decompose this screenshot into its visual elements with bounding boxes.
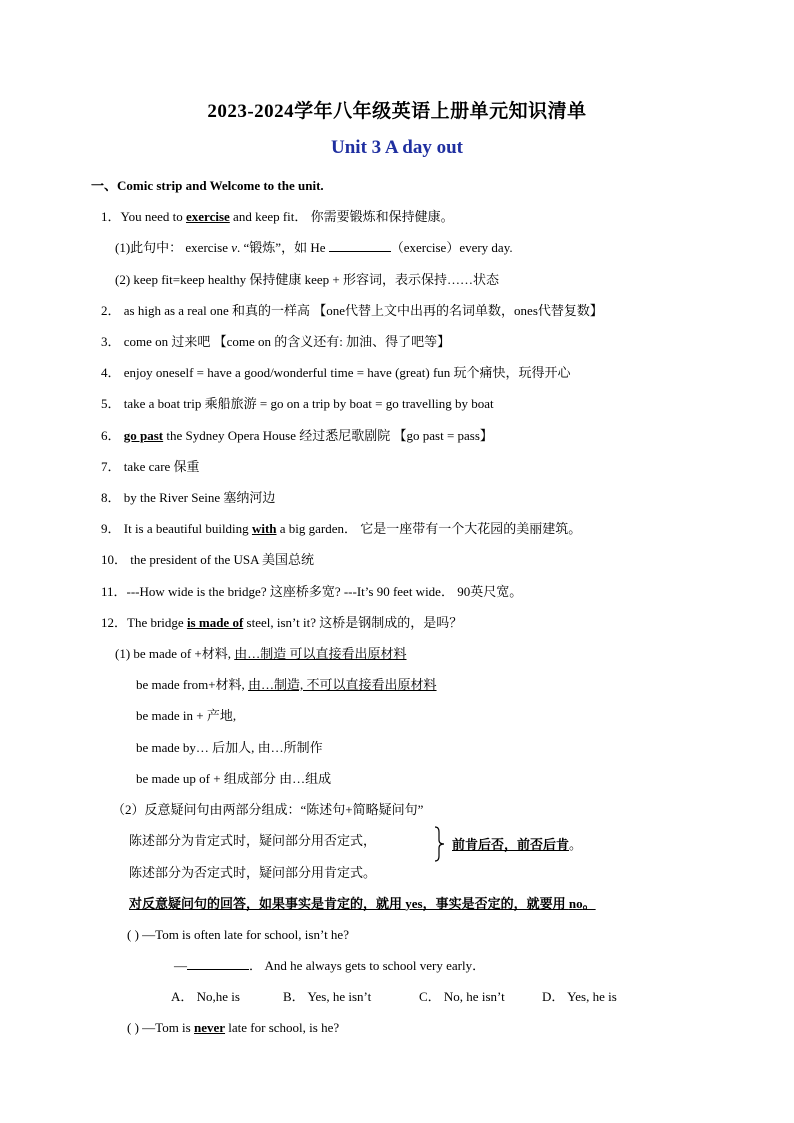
answer-blank[interactable] xyxy=(329,239,391,252)
item-8: 8． by the River Seine 塞纳河边 xyxy=(101,490,276,505)
item-text: 。 xyxy=(569,837,583,852)
question-2 xyxy=(127,1019,339,1037)
item-1 xyxy=(101,208,454,226)
key-phrase: exercise xyxy=(186,209,230,224)
question-1: ( ) —Tom is often late for school, isn’t he? xyxy=(127,927,349,942)
item-4: 4． enjoy oneself = have a good/wonderful time = have (great) fun 玩个痛快，玩得开心 xyxy=(101,365,571,380)
option-c[interactable]: C． No, he isn’t xyxy=(419,989,505,1004)
item-1-note-2: (2) keep fit=keep healthy 保持健康 keep + 形容词，表示保持……状态 xyxy=(115,272,500,287)
item-text: ，事实是否定的，就要用 xyxy=(422,896,569,911)
brace-icon xyxy=(432,826,446,862)
section-heading: 一、Comic strip and Welcome to the unit. xyxy=(91,178,324,193)
tag-rule-summary xyxy=(452,836,582,854)
item-text: 9． It is a beautiful building xyxy=(101,521,252,536)
item-note: 由…制造 可以直接看出原材料 xyxy=(234,646,407,661)
item-12 xyxy=(101,614,462,632)
item-text: the Sydney Opera House 经过悉尼歌剧院 【go past = pass】 xyxy=(163,428,493,443)
item-text: late for school, is he? xyxy=(225,1020,340,1035)
item-text: (1)此句中： exercise xyxy=(115,240,232,255)
item-12-made-from xyxy=(136,676,437,694)
question-1-response xyxy=(174,957,485,975)
option-d[interactable]: D． Yes, he is xyxy=(542,989,617,1004)
item-6 xyxy=(101,427,493,445)
item-text: 1．You need to xyxy=(101,209,186,224)
item-text: 对反意疑问句的回答，如果事实是肯定的，就用 xyxy=(129,896,406,911)
tag-answer-rule xyxy=(129,895,596,913)
item-7: 7． take care 保重 xyxy=(101,459,200,474)
item-text: a big garden． 它是一座带有一个大花园的美丽建筑。 xyxy=(276,521,582,536)
item-5: 5． take a boat trip 乘船旅游 = go on a trip by boat = go travelling by boat xyxy=(101,396,494,411)
item-text: . “锻炼”，如 He xyxy=(237,240,329,255)
item-text: （exercise）every day. xyxy=(390,240,513,255)
item-12-made-of xyxy=(115,645,407,663)
item-text: be made from+材料, xyxy=(136,677,249,692)
answer-blank[interactable] xyxy=(187,957,249,970)
option-b[interactable]: B． Yes, he isn’t xyxy=(283,989,372,1004)
item-text: ( ) —Tom is xyxy=(127,1020,194,1035)
item-text: — xyxy=(174,958,187,973)
item-12-made-up-of: be made up of + 组成部分 由…组成 xyxy=(136,771,332,786)
item-10: 10． the president of the USA 美国总统 xyxy=(101,552,315,567)
key-phrase: is made of xyxy=(186,615,244,630)
item-3: 3． come on 过来吧 【come on 的含义还有: 加油、得了吧等】 xyxy=(101,334,451,349)
item-text: v xyxy=(231,240,238,255)
item-12-made-in: be made in + 产地, xyxy=(136,708,237,723)
item-11: 11．---How wide is the bridge? 这座桥多宽? ---It’s 90 feet wide． 90英尺宽。 xyxy=(101,584,523,599)
key-phrase: yes xyxy=(405,896,423,911)
item-text: and keep fit． 你需要锻炼和保持健康。 xyxy=(229,209,454,224)
item-text: steel, isn’t it? 这桥是钢制成的，是吗？ xyxy=(243,615,463,630)
key-phrase: with xyxy=(251,521,277,536)
item-2: 2． as high as a real one 和真的一样高 【one代替上文中出再的名词单数，ones代替复数】 xyxy=(101,303,603,318)
item-9 xyxy=(101,520,581,538)
tag-question-heading: （2）反意疑问句由两部分组成：“陈述句+简略疑问句” xyxy=(112,802,424,817)
item-12-made-by: be made by… 后加人, 由…所制作 xyxy=(136,740,323,755)
item-1-note-1 xyxy=(115,239,513,257)
document-title: 2023-2024学年八年级英语上册单元知识清单 xyxy=(207,101,587,122)
option-a[interactable]: A． No,he is xyxy=(171,989,240,1004)
item-text: ． And he always gets to school very early． xyxy=(249,958,486,973)
item-text: 。 xyxy=(582,896,596,911)
item-text: 6． xyxy=(101,428,124,443)
key-phrase: never xyxy=(193,1020,226,1035)
tag-rule-positive: 陈述部分为肯定式时，疑问部分用否定式， xyxy=(129,833,377,848)
key-phrase: no xyxy=(568,896,583,911)
key-phrase: go past xyxy=(123,428,164,443)
unit-title: Unit 3 A day out xyxy=(331,137,463,158)
item-text: 12．The bridge xyxy=(101,615,187,630)
tag-rule-negative: 陈述部分为否定式时，疑问部分用肯定式。 xyxy=(129,865,377,880)
key-phrase: 前肯后否，前否后肯 xyxy=(452,837,570,852)
item-note: 由…制造, 不可以直接看出原材料 xyxy=(248,677,437,692)
item-text: (1) be made of +材料, xyxy=(115,646,235,661)
